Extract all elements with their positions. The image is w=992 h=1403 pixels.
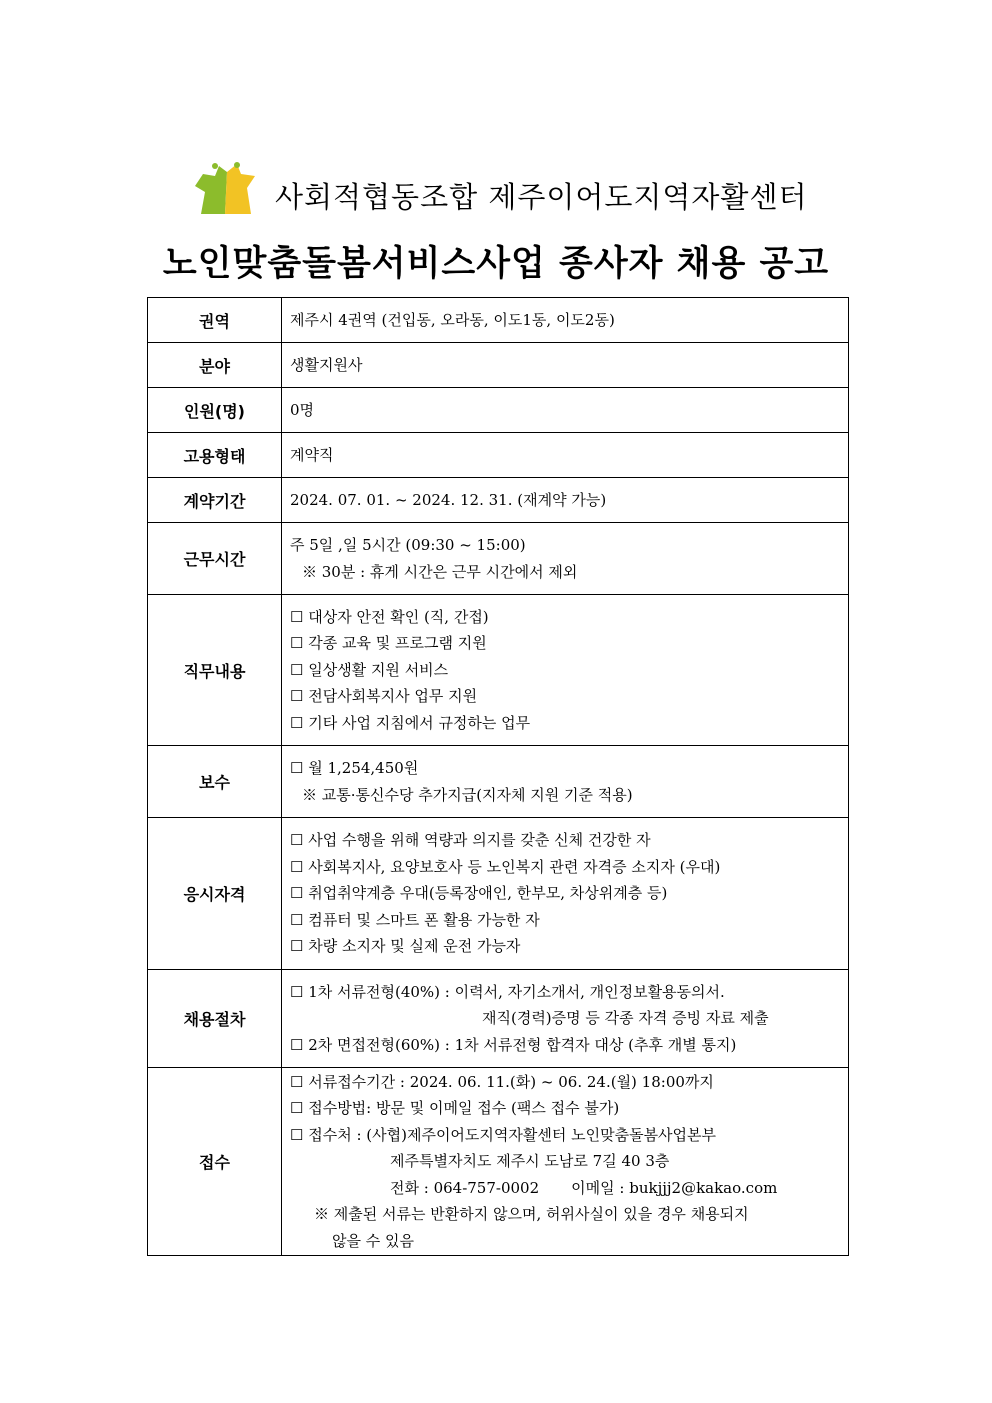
application-value xyxy=(282,1068,849,1256)
headcount-value: 0명 xyxy=(282,388,849,433)
list-item: ☐ 각종 교육 및 프로그램 지원 xyxy=(290,634,487,653)
organization-logo xyxy=(193,162,257,216)
phone-number: 전화 : 064-757-0002 xyxy=(390,1178,540,1197)
email-address: 이메일 : bukjjj2@kakao.com xyxy=(571,1178,778,1197)
list-item: ☐ 취업취약계층 우대(등록장애인, 한부모, 차상위계층 등) xyxy=(290,884,668,903)
employment-value: 계약직 xyxy=(282,433,849,478)
application-place: ☐ 접수처 : (사협)제주이어도지역자활센터 노인맞춤돌봄사업본부 xyxy=(290,1125,717,1144)
table-row xyxy=(148,343,849,388)
table-row xyxy=(148,298,849,343)
application-address: 제주특별자치도 제주시 도남로 7길 40 3층 xyxy=(390,1152,670,1171)
application-period: ☐ 서류접수기간 : 2024. 06. 11.(화) ~ 06. 24.(월) 18:00까지 xyxy=(290,1072,714,1091)
pay-note: ※ 교통·통신수당 추가지급(지자체 지원 기준 적용) xyxy=(302,785,633,804)
qualification-value xyxy=(282,818,849,970)
application-note: ※ 제출된 서류는 반환하지 않으며, 허위사실이 있을 경우 채용되지 xyxy=(314,1205,749,1224)
row-label-duties: 직무내용 xyxy=(148,595,282,746)
process-value xyxy=(282,970,849,1068)
process-step-1-cont: 재직(경력)증명 등 각종 자격 증빙 자료 제출 xyxy=(482,1009,769,1028)
table-row xyxy=(148,523,849,595)
list-item: ☐ 사회복지사, 요양보호사 등 노인복지 관련 자격증 소지자 (우대) xyxy=(290,857,721,876)
organization-name: 사회적협동조합 제주이어도지역자활센터 xyxy=(275,180,808,214)
table-row xyxy=(148,746,849,818)
row-label-pay: 보수 xyxy=(148,746,282,818)
table-row xyxy=(148,478,849,523)
logo-yellow-figure xyxy=(225,164,255,214)
list-item: ☐ 기타 사업 지침에서 규정하는 업무 xyxy=(290,713,531,732)
row-label-region: 권역 xyxy=(148,298,282,343)
list-item: ☐ 대상자 안전 확인 (직, 간접) xyxy=(290,607,489,626)
row-label-employment: 고용형태 xyxy=(148,433,282,478)
process-step-1: ☐ 1차 서류전형(40%) : 이력서, 자기소개서, 개인정보활용동의서. xyxy=(290,982,725,1001)
list-item: ☐ 컴퓨터 및 스마트 폰 활용 가능한 자 xyxy=(290,910,540,929)
row-label-application: 접수 xyxy=(148,1068,282,1256)
row-label-field: 분야 xyxy=(148,343,282,388)
row-label-period: 계약기간 xyxy=(148,478,282,523)
list-item: ☐ 사업 수행을 위해 역량과 의지를 갖춘 신체 건강한 자 xyxy=(290,831,651,850)
page-title: 노인맞춤돌봄서비스사업 종사자 채용 공고 xyxy=(162,244,830,284)
period-value: 2024. 07. 01. ~ 2024. 12. 31. (재계약 가능) xyxy=(282,478,849,523)
row-label-qualification: 응시자격 xyxy=(148,818,282,970)
row-label-hours: 근무시간 xyxy=(148,523,282,595)
application-note-cont: 않을 수 있음 xyxy=(332,1231,414,1250)
table-row xyxy=(148,433,849,478)
hours-value xyxy=(282,523,849,595)
row-label-process: 채용절차 xyxy=(148,970,282,1068)
hours-note: ※ 30분 : 휴게 시간은 근무 시간에서 제외 xyxy=(302,562,578,581)
list-item: ☐ 일상생활 지원 서비스 xyxy=(290,660,449,679)
table-row xyxy=(148,1068,849,1256)
table-row xyxy=(148,970,849,1068)
logo-green-figure xyxy=(195,166,227,214)
region-value: 제주시 4권역 (건입동, 오라동, 이도1동, 이도2동) xyxy=(282,298,849,343)
application-contact xyxy=(290,1175,842,1202)
application-method: ☐ 접수방법: 방문 및 이메일 접수 (팩스 접수 불가) xyxy=(290,1099,620,1118)
process-step-2: ☐ 2차 면접전형(60%) : 1차 서류전형 합격자 대상 (추후 개별 통지) xyxy=(290,1035,737,1054)
pay-value xyxy=(282,746,849,818)
list-item: ☐ 전담사회복지사 업무 지원 xyxy=(290,687,478,706)
duties-value xyxy=(282,595,849,746)
hours-line: 주 5일 ,일 5시간 (09:30 ~ 15:00) xyxy=(290,536,526,554)
table-row xyxy=(148,388,849,433)
pay-line: ☐ 월 1,254,450원 xyxy=(290,759,419,777)
table-row xyxy=(148,595,849,746)
field-value: 생활지원사 xyxy=(282,343,849,388)
row-label-headcount: 인원(명) xyxy=(148,388,282,433)
list-item: ☐ 차량 소지자 및 실제 운전 가능자 xyxy=(290,937,521,956)
job-posting-table xyxy=(147,297,849,1256)
table-row xyxy=(148,818,849,970)
